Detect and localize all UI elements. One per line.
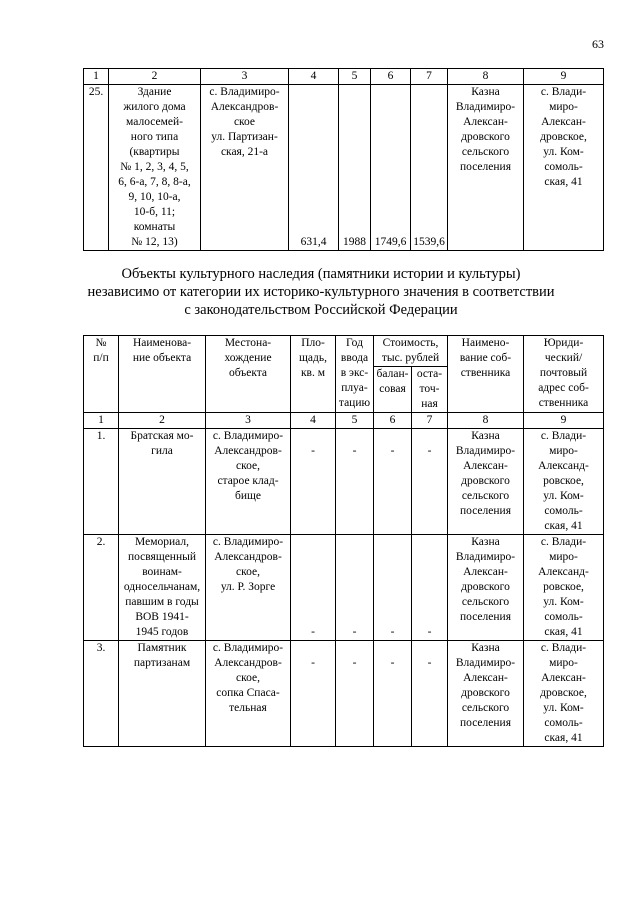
column-index: 3 xyxy=(201,69,289,85)
residual-cost: - xyxy=(412,641,448,747)
housing-table xyxy=(83,68,604,251)
object-year: - xyxy=(336,535,374,641)
column-index-row xyxy=(84,413,604,429)
object-name: Здание жилого дома малосемей- ного типа (квартиры № 1, 2, 3, 4, 5, 6, 6-а, 7, 8, 8-а, 9, 10, 10-а, 10-б, 11; комнаты № 12, 13) xyxy=(109,85,201,251)
owner-name: Казна Владимиро- Алексан- дровского сельского поселения xyxy=(448,429,524,535)
row-number: 1. xyxy=(84,429,119,535)
header-location: Местона- хождение объекта xyxy=(206,336,291,413)
column-index: 2 xyxy=(109,69,201,85)
object-location: с. Владимиро- Александров- ское, ул. Р. Зорге xyxy=(206,535,291,641)
object-location: с. Владимиро- Александров- ское, старое клад- бище xyxy=(206,429,291,535)
object-name: Братская мо- гила xyxy=(119,429,206,535)
owner-address: с. Влади- миро- Александ- ровское, ул. Ком- сомоль- ская, 41 xyxy=(524,429,604,535)
table-row xyxy=(84,535,604,641)
column-index: 4 xyxy=(289,69,339,85)
owner-address: с. Влади- миро- Алексан- дровское, ул. Ком- сомоль- ская, 41 xyxy=(524,641,604,747)
column-index: 5 xyxy=(339,69,371,85)
header-address: Юриди- ческий/ почтовый адрес соб- ственника xyxy=(524,336,604,413)
header-cost: Стоимость, тыс. рублей xyxy=(374,336,448,367)
column-index: 1 xyxy=(84,69,109,85)
residual-cost: - xyxy=(412,429,448,535)
column-index: 6 xyxy=(371,69,411,85)
header-owner: Наимено- вание соб- ственника xyxy=(448,336,524,413)
balance-cost: 1749,6 xyxy=(371,85,411,251)
header-balance: балан- совая xyxy=(374,367,412,413)
header-year: Год ввода в экс- плуа- тацию xyxy=(336,336,374,413)
object-name: Мемориал, посвященный воинам- односельчанам, павшим в годы ВОВ 1941- 1945 годов xyxy=(119,535,206,641)
owner-name: Казна Владимиро- Алексан- дровского сельского поселения xyxy=(448,535,524,641)
owner-name: Казна Владимиро- Алексан- дровского сельского поселения xyxy=(448,641,524,747)
balance-cost: - xyxy=(374,535,412,641)
column-index: 5 xyxy=(336,413,374,429)
residual-cost: 1539,6 xyxy=(411,85,448,251)
header-num: № п/п xyxy=(84,336,119,413)
owner-name: Казна Владимиро- Алексан- дровского сельского поселения xyxy=(448,85,524,251)
column-index: 6 xyxy=(374,413,412,429)
table-row xyxy=(84,85,604,251)
object-area: 631,4 xyxy=(289,85,339,251)
row-number: 25. xyxy=(84,85,109,251)
column-index: 2 xyxy=(119,413,206,429)
page-number: 63 xyxy=(592,37,604,51)
column-index: 3 xyxy=(206,413,291,429)
object-area: - xyxy=(291,429,336,535)
column-index-row xyxy=(84,69,604,85)
heritage-table xyxy=(83,335,604,747)
residual-cost: - xyxy=(412,535,448,641)
section-heading: Объекты культурного наследия (памятники истории и культуры) независимо от категории их историко-культурного значения в соответствии с законодательством Российской Федерации xyxy=(87,266,555,318)
header-row xyxy=(84,336,604,367)
column-index: 9 xyxy=(524,69,604,85)
owner-address: с. Влади- миро- Алексан- дровское, ул. Ком- сомоль- ская, 41 xyxy=(524,85,604,251)
row-number: 2. xyxy=(84,535,119,641)
table-row xyxy=(84,641,604,747)
object-location: с. Владимиро- Александров- ское ул. Партизан- ская, 21-а xyxy=(201,85,289,251)
object-year: - xyxy=(336,429,374,535)
column-index: 8 xyxy=(448,413,524,429)
row-number: 3. xyxy=(84,641,119,747)
object-location: с. Владимиро- Александров- ское, сопка Спаса- тельная xyxy=(206,641,291,747)
balance-cost: - xyxy=(374,429,412,535)
header-residual: оста- точ- ная xyxy=(412,367,448,413)
object-name: Памятник партизанам xyxy=(119,641,206,747)
column-index: 4 xyxy=(291,413,336,429)
table-row xyxy=(84,429,604,535)
balance-cost: - xyxy=(374,641,412,747)
column-index: 1 xyxy=(84,413,119,429)
object-year: 1988 xyxy=(339,85,371,251)
column-index: 8 xyxy=(448,69,524,85)
object-year: - xyxy=(336,641,374,747)
owner-address: с. Влади- миро- Александ- ровское, ул. Ком- сомоль- ская, 41 xyxy=(524,535,604,641)
column-index: 9 xyxy=(524,413,604,429)
column-index: 7 xyxy=(411,69,448,85)
header-area: Пло- щадь, кв. м xyxy=(291,336,336,413)
column-index: 7 xyxy=(412,413,448,429)
header-name: Наименова- ние объекта xyxy=(119,336,206,413)
object-area: - xyxy=(291,641,336,747)
object-area: - xyxy=(291,535,336,641)
